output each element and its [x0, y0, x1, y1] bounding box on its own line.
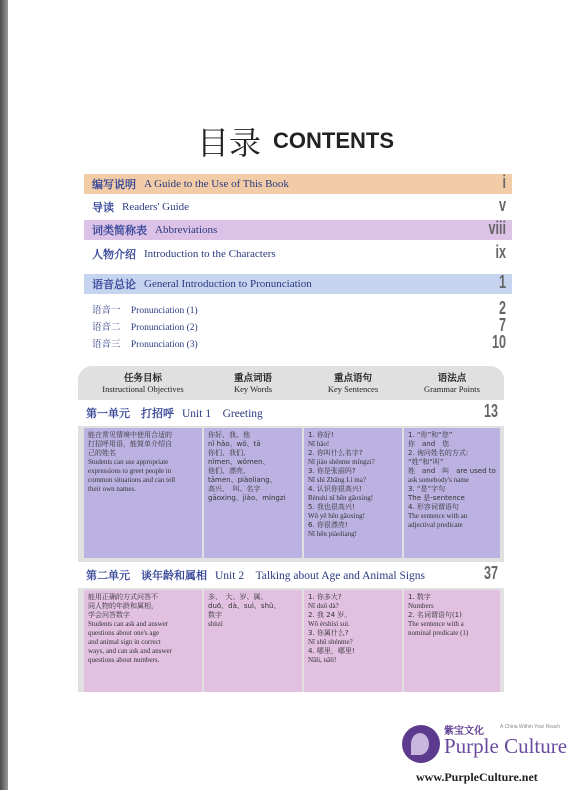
units-table — [78, 366, 504, 692]
toc-page-number: v — [498, 195, 506, 215]
unit-1-title-row[interactable] — [78, 400, 504, 426]
cell-line: 2. 我 24 岁。 — [308, 611, 352, 619]
header-grammar-points: 语法点 Grammar Points — [424, 373, 480, 394]
toc-row-readers-guide[interactable] — [84, 197, 512, 217]
cell-line: Nǐ hěn piàoliang! — [308, 530, 357, 538]
cell-line: Students can ask and answer — [88, 620, 169, 628]
toc-page-number: ix — [495, 242, 506, 262]
unit-1-grammar-points — [404, 428, 500, 558]
cell-line: 己的姓名 — [88, 449, 116, 457]
cell-line: nǐ hǎo、wǒ、tā — [208, 440, 261, 448]
toc-subitem-pronunciation-1[interactable] — [92, 298, 512, 318]
cell-line: 3. “是”字句 — [408, 485, 446, 493]
header-objectives: 任务目标 Instructional Objectives — [102, 373, 184, 394]
toc-subitem-pronunciation-2[interactable] — [92, 315, 512, 335]
cell-line: adjectival predicate — [408, 521, 463, 529]
unit-title-en: Unit 1 Greeting — [182, 408, 263, 420]
cell-line: Nǐ hǎo! — [308, 440, 330, 448]
cell-line: 2. 你叫什么名字? — [308, 449, 363, 457]
logo-chinese-text: 紫宝文化 — [444, 726, 484, 737]
unit-page-number: 37 — [483, 563, 498, 583]
logo-name: Purple Culture — [444, 734, 568, 758]
cell-line: 2. 询问姓名的方式: — [408, 449, 469, 457]
title-zh: 目录 — [196, 124, 261, 162]
cell-line: 高兴、 叫、名字 — [208, 485, 261, 493]
cell-line: 多、 大、岁、属、 — [208, 593, 268, 601]
cell-line: 姓 and 叫 are used to — [408, 467, 496, 475]
cell-line: tāmen、piàoliang、 — [208, 476, 277, 484]
toc-page-number: 1 — [498, 272, 506, 292]
cell-line: Nǐ duō dà? — [308, 602, 339, 610]
cell-line: 1. 你多大? — [308, 593, 342, 601]
unit-2-content-row — [78, 590, 504, 692]
unit-title-zh: 第二单元 谈年龄和属相 — [86, 569, 207, 582]
cell-line: questions about one's age — [88, 629, 160, 637]
unit-1-key-words — [204, 428, 302, 558]
toc-label-en: Readers' Guide — [122, 201, 190, 213]
subitem-page-number: 7 — [498, 315, 506, 335]
cell-line: Nǐ jiào shénme míngzi? — [308, 458, 375, 466]
cell-line: 你好、我、他 — [208, 431, 250, 439]
cell-line: Wǒ yě hěn gāoxìng! — [308, 512, 365, 520]
cell-line: 同人物的年龄和属相， — [88, 602, 158, 610]
logo-url: www.PurpleCulture.net — [416, 770, 538, 784]
cell-line: questions about numbers. — [88, 656, 160, 664]
toc-label-en: A Guide to the Use of This Book — [144, 178, 289, 190]
cell-line: 6. 你很漂亮! — [308, 521, 348, 529]
cell-line: 5. 我也很高兴! — [308, 503, 355, 511]
cell-line: 你 and 您 — [408, 440, 450, 448]
unit-2-key-words — [204, 590, 302, 692]
unit-1-key-sentences — [304, 428, 402, 558]
book-spine — [0, 0, 8, 790]
page-title — [8, 118, 583, 164]
cell-line: 1. “你”和“您” — [408, 431, 453, 439]
logo-emblem-icon — [402, 725, 440, 763]
cell-line: 打招呼用语，能简单介绍自 — [88, 440, 172, 448]
subitem-label-zh: 语音三 — [92, 339, 121, 350]
cell-line: 3. 你属什么? — [308, 629, 349, 637]
cell-line: ways, and can ask and answer — [88, 647, 172, 655]
cell-line: 数字 — [208, 611, 222, 619]
unit-2-grammar-points — [404, 590, 500, 692]
cell-line: expressions to greet people in — [88, 467, 172, 475]
toc-label-zh: 导读 — [92, 201, 114, 214]
cell-line: 4. 哪里，哪里! — [308, 647, 355, 655]
toc-label-zh: 词类简称表 — [92, 224, 147, 237]
unit-2-title-row[interactable] — [78, 562, 504, 588]
cell-line: Students can use appropriate — [88, 458, 169, 466]
cell-line: 你们、我们、 — [208, 449, 250, 457]
toc-row-pronunciation[interactable] — [84, 274, 512, 294]
cell-line: shùzì — [208, 620, 223, 628]
subitem-page-number: 2 — [498, 298, 506, 318]
cell-line: 能用正确的方式问答不 — [88, 593, 158, 601]
subitem-page-number: 10 — [491, 332, 506, 352]
cell-line: nominal predicate (1) — [408, 629, 469, 637]
title-en: CONTENTS — [273, 128, 394, 153]
cell-line: The sentence with a — [408, 620, 464, 628]
cell-line: 他们、漂亮、 — [208, 467, 250, 475]
toc-label-en: General Introduction to Pronunciation — [144, 278, 312, 290]
cell-line: gāoxìng、jiào、míngzi — [208, 494, 286, 502]
subitem-label-en: Pronunciation (2) — [130, 323, 198, 333]
cell-line: 能在常见情境中使用合适的 — [88, 431, 172, 439]
subitem-label-en: Pronunciation (3) — [130, 340, 198, 350]
toc-subitem-pronunciation-3[interactable] — [92, 332, 512, 352]
toc-row-guide[interactable] — [84, 174, 512, 194]
table-header — [78, 366, 504, 398]
cell-line: ask somebody's name — [408, 476, 469, 484]
subitem-label-zh: 语音一 — [92, 305, 121, 316]
toc-label-zh: 语音总论 — [92, 278, 136, 291]
logo-tagline: A China Within Your Reach — [500, 724, 561, 730]
unit-title-zh: 第一单元 打招呼 — [86, 407, 174, 420]
toc-row-characters[interactable] — [84, 244, 512, 264]
cell-line: Nǐ shì Zhāng Lì ma? — [308, 476, 366, 484]
unit-2-objectives — [84, 590, 202, 692]
contents-page — [8, 0, 583, 790]
cell-line: Nǎli, nǎli! — [308, 656, 337, 664]
cell-line: “姓”和“叫” — [408, 458, 444, 466]
unit-2-key-sentences — [304, 590, 402, 692]
cell-line: The sentence with an — [408, 512, 468, 520]
cell-line: 4. 形容词谓语句 — [408, 503, 459, 511]
cell-line: 2. 名词谓语句(1) — [408, 611, 462, 619]
cell-line: 学会问答数字 — [88, 611, 130, 619]
cell-line: Numbers — [408, 602, 434, 610]
cell-line: nǐmen、wǒmen、 — [208, 458, 270, 466]
unit-page-number: 13 — [483, 401, 498, 421]
header-key-words: 重点词语 Key Words — [233, 373, 273, 394]
cell-line: 1. 数字 — [408, 593, 431, 601]
cell-line: 1. 你好! — [308, 431, 334, 439]
cell-line: duō、dà、suì、shǔ、 — [208, 602, 281, 610]
cell-line: Nǐ shǔ shénme? — [308, 638, 353, 646]
cell-line: 4. 认识你很高兴! — [308, 485, 362, 493]
toc-page-number: i — [502, 172, 506, 192]
cell-line: Rènshi nǐ hěn gāoxìng! — [308, 494, 374, 502]
toc-label-en: Introduction to the Characters — [144, 248, 276, 260]
purple-culture-logo — [400, 722, 575, 790]
cell-line: Wǒ èrshísì suì. — [308, 620, 350, 628]
cell-line: The 是-sentence — [408, 494, 465, 502]
toc-label-en: Abbreviations — [155, 224, 218, 236]
toc-label-zh: 人物介绍 — [92, 248, 136, 261]
header-key-sentences: 重点语句 Key Sentences — [327, 373, 379, 394]
subitem-label-zh: 语音二 — [92, 322, 121, 333]
cell-line: common situations and can tell — [88, 476, 176, 484]
toc-page-number: viii — [488, 218, 506, 238]
toc-label-zh: 编写说明 — [92, 178, 136, 191]
cell-line: their own names. — [88, 485, 137, 493]
unit-1-objectives — [84, 428, 202, 558]
cell-line: and animal sign in correct — [88, 638, 161, 646]
toc-row-abbreviations[interactable] — [84, 220, 512, 240]
cell-line: 3. 你是张丽吗? — [308, 467, 356, 475]
unit-title-en: Unit 2 Talking about Age and Animal Signs — [215, 570, 426, 582]
unit-1-content-row — [78, 428, 504, 558]
subitem-label-en: Pronunciation (1) — [130, 306, 198, 316]
